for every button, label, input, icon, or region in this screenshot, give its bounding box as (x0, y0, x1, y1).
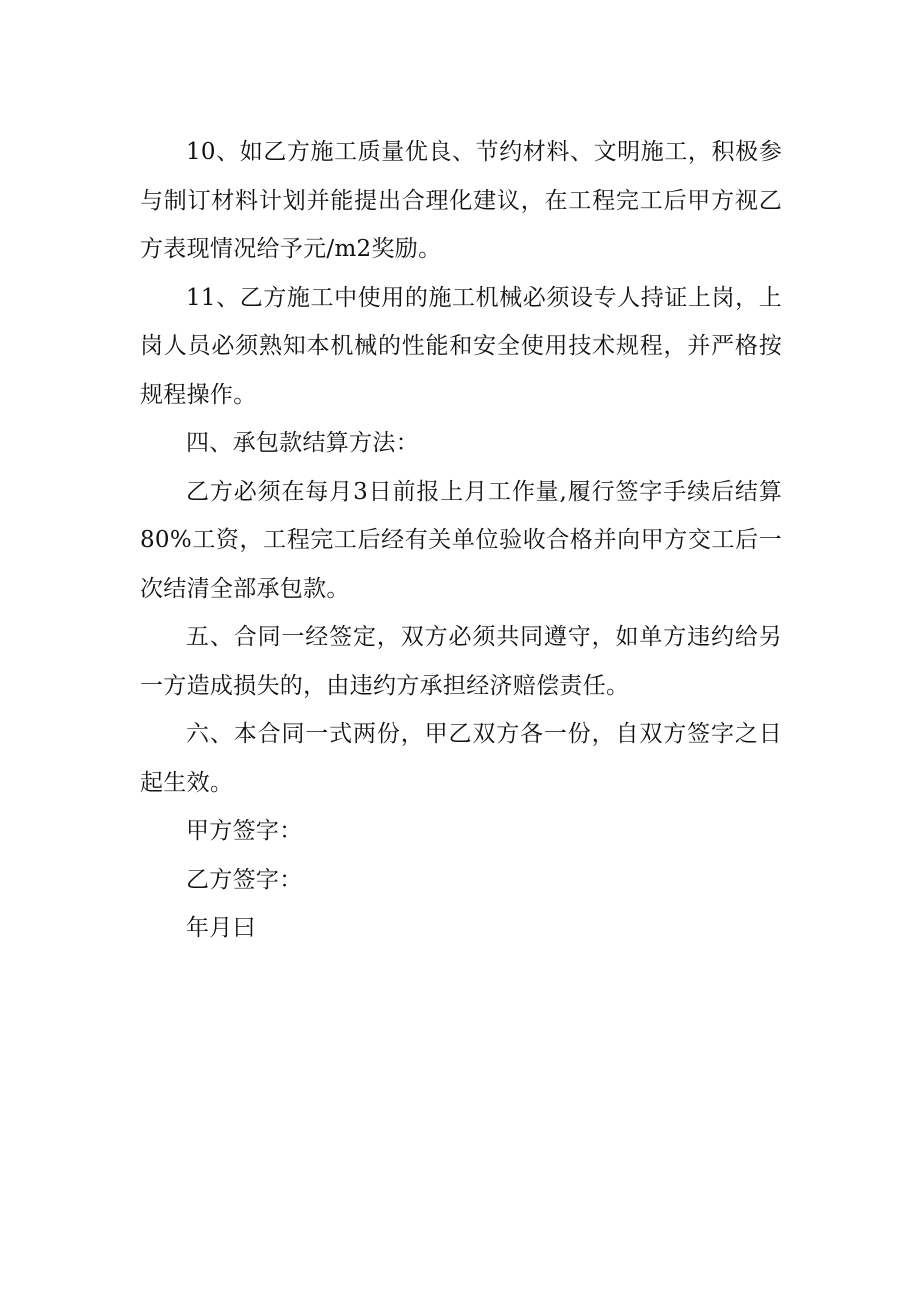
section-six-paragraph: 六、本合同一式两份，甲乙双方各一份，自双方签字之日起生效。 (140, 721, 782, 796)
settlement-paragraph: 乙方必须在每月3日前报上月工作量,履行签字手续后结算80%工资，工程完工后经有关单位验收合格并向甲方交工后一次结清全部承包款。 (140, 478, 782, 602)
section-five-paragraph: 五、合同一经签定，双方必须共同遵守，如单方违约给另一方造成损失的，由违约方承担经济赔偿责任。 (140, 624, 782, 699)
document-body (140, 128, 782, 953)
date-line: 年月曰 (186, 915, 256, 941)
party-a-signature-line: 甲方签字： (186, 818, 303, 844)
party-b-signature-line: 乙方签字： (186, 866, 303, 893)
section-four-heading: 四、承包款结算方法： (186, 430, 419, 456)
clause-11-paragraph: 11、乙方施工中使用的施工机械必须设专人持证上岗，上岗人员必须熟知本机械的性能和安全使用技术规程，并严格按规程操作。 (140, 284, 782, 408)
clause-10-paragraph: 10、如乙方施工质量优良、节约材料、文明施工，积极参与制订材料计划并能提出合理化建议，在工程完工后甲方视乙方表现情况给予元/m2奖励。 (140, 139, 782, 262)
